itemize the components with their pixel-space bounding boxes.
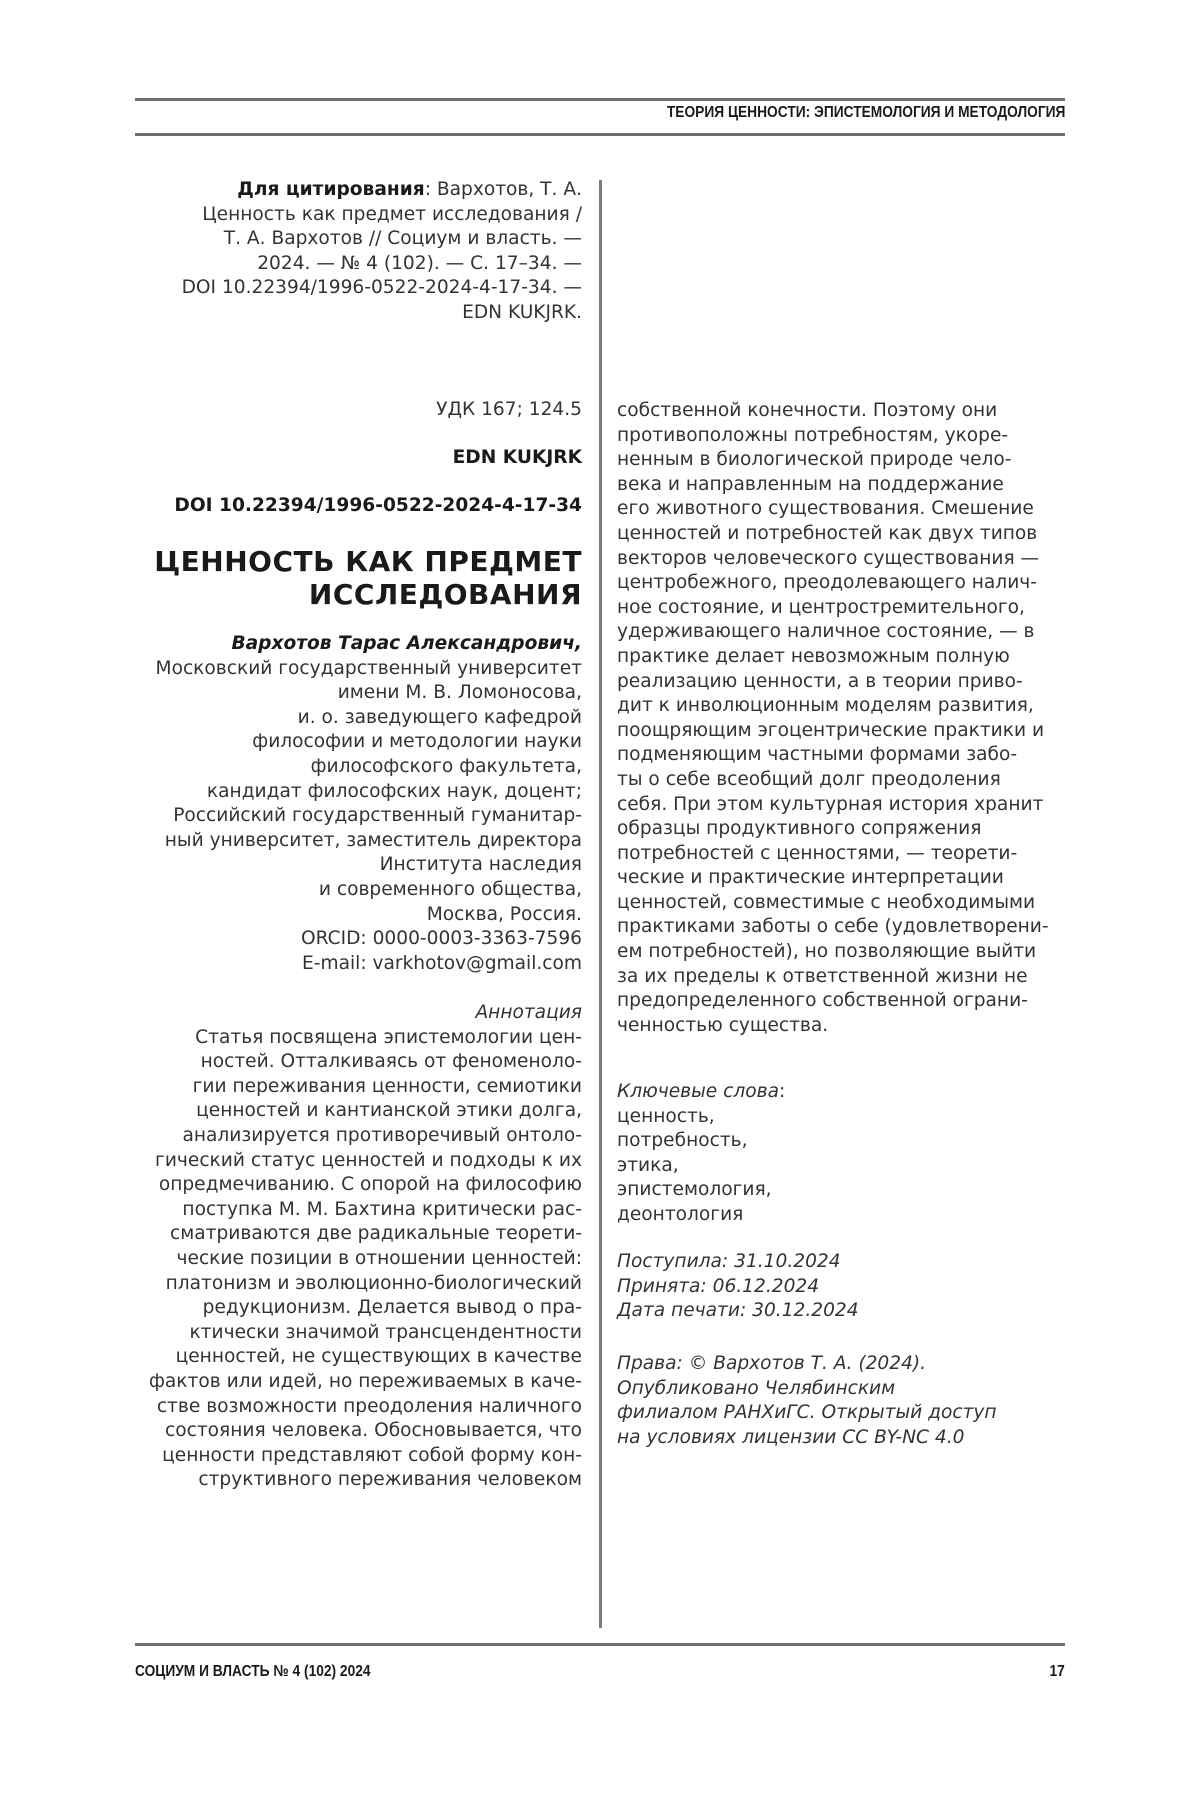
annotation-line: образцы продуктивного сопряжения [617,818,982,840]
annotation-line: состояния человека. Обосновывается, что [165,1420,582,1442]
running-title: ТЕОРИЯ ЦЕННОСТИ: ЭПИСТЕМОЛОГИЯ И МЕТОДОЛОГИЯ [666,104,1065,121]
date-accepted: Принята: 06.12.2024 [617,1275,820,1297]
citation-line: Т. А. Вархотов // Социум и власть. — [223,228,582,250]
affiliation-line: Московский государственный университет [155,657,582,679]
annotation-line: ценностей, не существующих в качестве [175,1346,582,1368]
affiliation-line: и. о. заведующего кафедрой [297,706,582,728]
annotation-line: структивного переживания человеком [198,1469,582,1491]
author-block [130,632,582,976]
affiliation-line: и современного общества, [318,878,582,900]
affiliation-line: Москва, Россия. [426,903,582,925]
date-received: Поступила: 31.10.2024 [617,1251,841,1272]
annotation-line: ческие позиции в отношении ценностей: [176,1247,582,1269]
annotation-label: Аннотация [475,1002,582,1023]
annotation-line: векторов человеческого существования — [617,547,1040,569]
annotation-line: ченностью существа. [617,1014,829,1036]
keywords-block [617,1080,1077,1228]
annotation-line: за их пределы к ответственной жизни не [617,965,1028,987]
citation-line: 2024. — № 4 (102). — С. 17–34. — [257,252,582,274]
rights-line: Опубликовано Челябинским [617,1377,896,1399]
annotation-line: ктически значимой трансцендентности [189,1321,582,1343]
annotation-line: ностей. Отталкиваясь от феноменоло- [200,1051,582,1073]
annotation-line: центробежного, преодолевающего налич- [617,572,1037,594]
annotation-line: подменяющим частными формами забо- [617,744,1018,766]
udc-code: УДК 167; 124.5 [436,399,582,420]
keyword: ценность, [617,1105,715,1127]
orcid[interactable]: ORCID: 0000-0003-3363-7596 [301,928,582,950]
annotation-line: практике делает невозможным полную [617,645,1010,667]
header-rule-bottom [135,133,1065,136]
license-line: на условиях лицензии CC BY-NC 4.0 [617,1426,965,1448]
keyword: потребность, [617,1130,748,1152]
affiliation-line: философии и методологии науки [252,731,582,753]
annotation-line: практиками заботы о себе (удовлетворени- [617,916,1049,938]
affiliation-line: Российский государственный гуманитар- [173,805,582,827]
annotation-line: ценностей и потребностей как двух типов [617,522,1038,544]
annotation-line: ное состояние, и центростремительного, [617,596,1025,618]
affiliation-line: имени М. В. Ломоносова, [337,682,582,704]
rights-line: Права: © Вархотов Т. А. (2024). [617,1353,927,1374]
doi-link[interactable]: DOI 10.22394/1996-0522-2024-4-17-34 [174,495,582,516]
citation-doi-line: DOI 10.22394/1996-0522-2024-4-17-34. — [181,277,582,299]
annotation-line: фактов или идей, но переживаемых в каче- [148,1370,582,1392]
citation-block [130,178,582,326]
annotation-line: ческие и практические интерпретации [617,867,1004,889]
annotation-line: Статья посвящена эпистемологии цен- [195,1026,582,1048]
annotation-line: анализируется противоречивый онтоло- [182,1124,582,1146]
rights-line: филиалом РАНХиГС. Открытый доступ [617,1402,997,1424]
annotation-line: ты о себе всеобщий долг преодоления [617,768,1001,790]
annotation-line: ненным в биологической природе чело- [617,449,1012,471]
keywords-label-line: Ключевые слова: [617,1081,786,1102]
column-divider [599,180,602,1628]
annotation-line: удерживающего наличное состояние, — в [617,621,1035,643]
date-printed: Дата печати: 30.12.2024 [617,1300,859,1322]
annotation-line: потребностей с ценностями, — теорети- [617,842,1018,864]
footer-rule [135,1643,1065,1646]
citation-line: Ценность как предмет исследования / [202,203,582,225]
annotation-line: собственной конечности. Поэтому они [617,400,998,421]
keywords-label: Ключевые слова [617,1081,779,1102]
annotation-line: ценностей, совместимые с необходимыми [617,891,1036,913]
affiliation-line: Института наследия [379,854,582,876]
keyword: эпистемология, [617,1179,772,1201]
article-title: ЦЕННОСТЬ КАК ПРЕДМЕТ ИССЛЕДОВАНИЯ [154,545,582,611]
citation-label: Для цитирования [237,179,425,200]
annotation-line: поощряющим эгоцентрические практики и [617,719,1045,741]
header-rule-top [135,98,1065,101]
annotation-line: стве возможности преодоления наличного [156,1395,582,1417]
page-number: 17 [1049,1663,1065,1680]
email-link[interactable]: E-mail: varkhotov@gmail.com [302,952,582,974]
annotation-line: ценностей и кантианской этики долга, [196,1100,582,1122]
annotation-line: предопределенного собственной ограни- [617,990,1028,1012]
affiliation-line: ный университет, заместитель директора [164,829,582,851]
annotation-line: сматриваются две радикальные теорети- [170,1223,582,1245]
footer-journal-title: СОЦИУМ И ВЛАСТЬ № 4 (102) 2024 [135,1663,371,1680]
annotation-line: гический статус ценностей и подходы к их [155,1149,582,1171]
rights-block [617,1352,1077,1450]
keyword: деонтология [617,1203,744,1225]
annotation-line: поступка М. М. Бахтина критически рас- [182,1198,582,1220]
annotation-line: гии переживания ценности, семиотики [192,1075,582,1097]
annotation-line: века и направленным на поддержание [617,473,1004,495]
annotation-line: дит к инволюционным моделям развития, [617,695,1034,717]
affiliation-line: философского факультета, [310,755,582,777]
annotation-line: редукционизм. Делается вывод о пра- [202,1297,582,1319]
annotation-line: себя. При этом культурная история хранит [617,793,1044,815]
keyword: этика, [617,1154,679,1176]
affiliation-line: кандидат философских наук, доцент; [206,780,582,802]
annotation-continued [617,399,1077,1038]
annotation-line: опредмечиванию. С опорой на философию [158,1174,582,1196]
annotation-line: его животного существования. Смешение [617,498,1034,520]
annotation-block [130,1001,582,1493]
citation-line: EDN KUKJRK. [462,301,582,323]
edn-code: EDN KUKJRK [452,447,582,468]
annotation-line: ценности представляют собой форму кон- [162,1444,582,1466]
annotation-line: ем потребностей), но позволяющие выйти [617,941,1037,963]
dates-block [617,1250,1077,1324]
annotation-line: платонизм и эволюционно-биологический [165,1272,582,1294]
citation-line: Для цитирования: Вархотов, Т. А. [237,179,582,200]
author-name: Вархотов Тарас Александрович, [231,633,582,654]
annotation-line: реализацию ценности, а в теории приво- [617,670,1023,692]
annotation-line: противоположны потребностям, укоре- [617,424,1009,446]
